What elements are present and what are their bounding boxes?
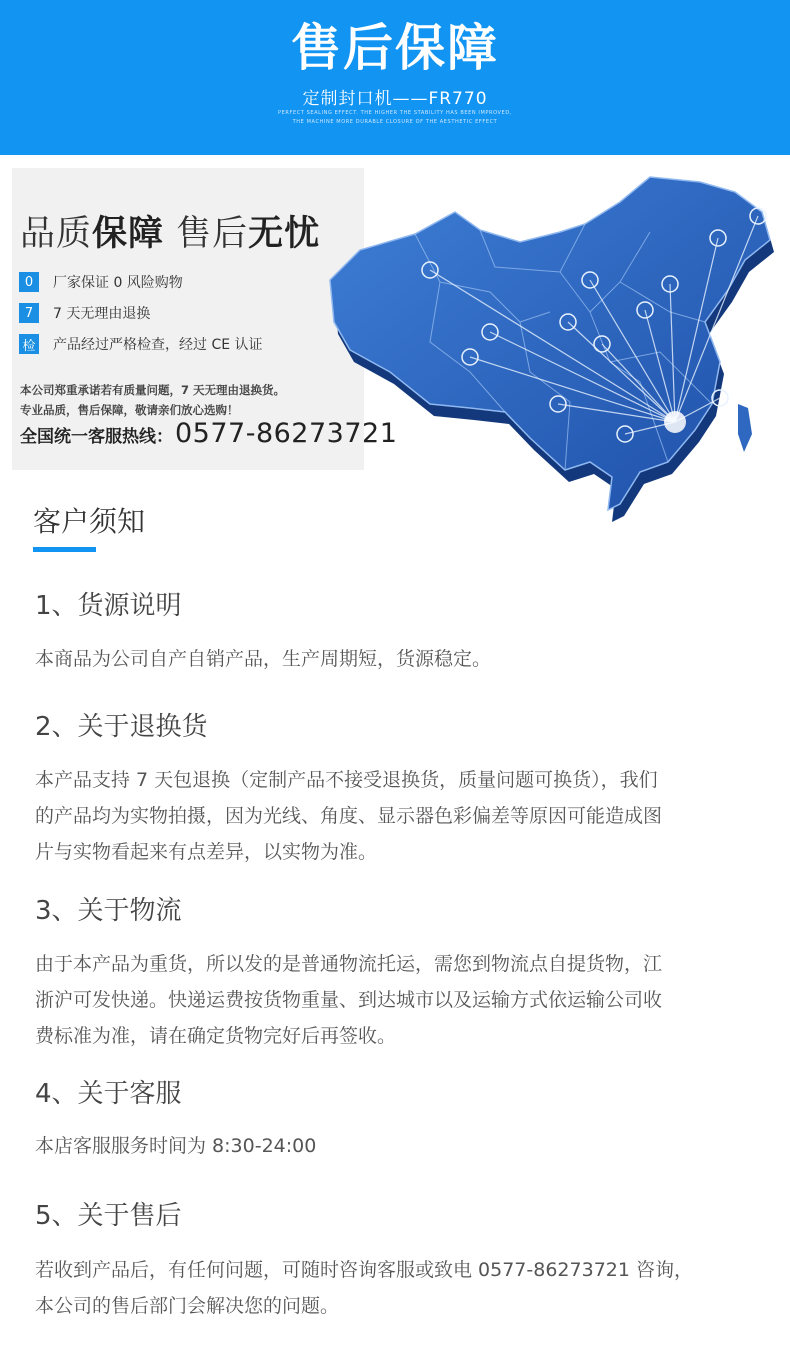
taiwan-island xyxy=(738,404,752,452)
section-line: 若收到产品后，有任何问题，可随时咨询客服或致电 0577-86273721 咨询， xyxy=(35,1259,693,1281)
feature-text: 产品经过严格检查，经过 CE 认证 xyxy=(53,337,263,353)
hotline-label: 全国统一客服热线： xyxy=(20,427,173,447)
section-heading: 4、关于客服 xyxy=(35,1079,182,1109)
slogan-part-3: 售后 xyxy=(164,214,249,254)
china-map-illustration xyxy=(320,172,780,522)
section-line: 本店客服服务时间为 8:30-24:00 xyxy=(35,1135,317,1157)
slogan-part-2: 保障 xyxy=(92,214,165,254)
section-body xyxy=(35,1252,747,1324)
english-tagline-1: PERFECT SEALING EFFECT. THE HIGHER THE STABILITY HAS BEEN IMPROVED, xyxy=(278,110,512,116)
hotline-number: 0577-86273721 xyxy=(175,418,398,449)
feature-item xyxy=(19,333,263,355)
section-line: 费标准为准，请在确定货物完好后再签收。 xyxy=(35,1025,397,1047)
hub-marker xyxy=(664,411,686,433)
section-line: 的产品均为实物拍摄，因为光线、角度、显示器色彩偏差等原因可能造成图 xyxy=(35,805,663,827)
section-heading: 1、货源说明 xyxy=(35,591,182,621)
feature-badge: 7 xyxy=(19,303,39,323)
section-line: 片与实物看起来有点差异，以实物为准。 xyxy=(35,841,378,863)
section-line: 本产品支持 7 天包退换（定制产品不接受退换货，质量问题可换货），我们 xyxy=(35,769,658,791)
section-line: 浙沪可发快递。快递运费按货物重量、到达城市以及运输方式依运输公司收 xyxy=(35,989,663,1011)
page-title: 售后保障 xyxy=(291,19,499,77)
guarantee-slogan xyxy=(20,206,320,256)
feature-badge: 检 xyxy=(19,334,39,354)
english-tagline-2: THE MACHINE MORE DURABLE CLOSURE OF THE AESTHETIC EFFECT xyxy=(292,119,498,125)
section-line: 本公司的售后部门会解决您的问题。 xyxy=(35,1295,340,1317)
section-body xyxy=(35,1128,747,1164)
feature-item xyxy=(19,302,150,324)
notice-title: 客户须知 xyxy=(33,505,146,538)
feature-text: 7 天无理由退换 xyxy=(53,306,151,322)
section-heading: 5、关于售后 xyxy=(35,1201,182,1231)
section-body xyxy=(35,641,747,677)
section-heading: 2、关于退换货 xyxy=(35,712,208,742)
slogan-part-4: 无忧 xyxy=(248,214,321,254)
commitment-line-1: 本公司郑重承诺若有质量问题，7 天无理由退换货。 xyxy=(20,383,286,397)
section-body xyxy=(35,762,747,870)
feature-item xyxy=(19,271,183,293)
header-banner xyxy=(0,0,790,155)
feature-badge: 0 xyxy=(19,272,39,292)
notice-title-underline xyxy=(33,547,96,552)
slogan-part-1: 品质 xyxy=(20,214,93,254)
section-line: 由于本产品为重货，所以发的是普通物流托运，需您到物流点自提货物，江 xyxy=(35,953,663,975)
commitment-line-2: 专业品质，售后保障，敬请亲们放心选购！ xyxy=(20,403,239,417)
feature-text: 厂家保证 0 风险购物 xyxy=(53,275,183,291)
guarantee-panel xyxy=(12,168,398,470)
section-line: 本商品为公司自产自销产品，生产周期短，货源稳定。 xyxy=(35,648,492,670)
product-subtitle: 定制封口机——FR770 xyxy=(302,89,488,109)
section-heading: 3、关于物流 xyxy=(35,896,182,926)
section-body xyxy=(35,946,747,1054)
